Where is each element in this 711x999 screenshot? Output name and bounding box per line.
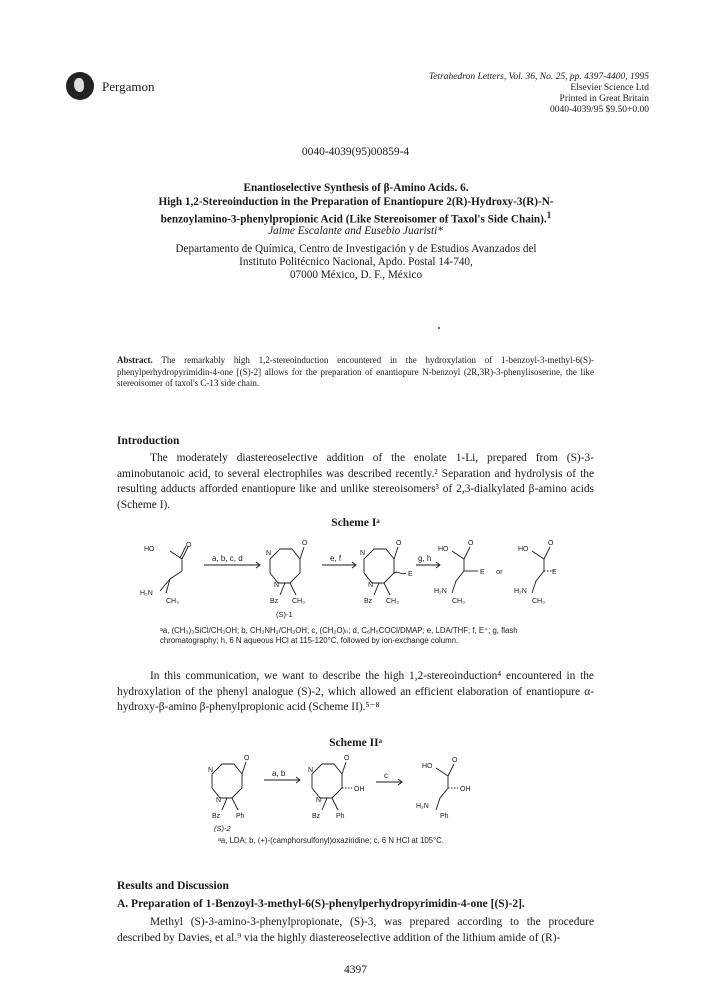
title-line-1: Enantioselective Synthesis of β-Amino Acids. 6. <box>243 182 469 194</box>
introduction-paragraph-2: In this communication, we want to describe the high 1,2-stereoinduction⁴ encountered in the hydroxylation of the phenyl analogue (S)-2, which allowed an efficient elaboration of enantiopure α-hydroxy-β-amino β-phenylpropionic acid (Scheme II).⁵⁻⁸ <box>117 670 594 713</box>
s1-o-1: O <box>186 542 192 549</box>
s2-ph-1: Ph <box>236 813 245 820</box>
results-heading: Results and Discussion <box>117 880 229 892</box>
scheme-1-title: Scheme Iᵃ <box>331 517 380 529</box>
affiliation <box>120 243 592 282</box>
abstract-label: Abstract. <box>117 355 153 365</box>
s1-ho-2: HO <box>438 546 449 553</box>
affiliation-line-3: 07000 México, D. F., México <box>289 269 423 281</box>
s1-arrow-1-label: a, b, c, d <box>212 554 243 563</box>
s1-compound-label: (S)-1 <box>276 610 293 619</box>
s1-h2n-3: H₂N <box>514 588 527 595</box>
s1-e-3: E <box>552 569 557 576</box>
s1-n-top: N <box>266 550 272 557</box>
s1-ho-3: HO <box>518 546 529 553</box>
authors: Jaime Escalante and Eusebio Juaristi* <box>268 225 443 237</box>
scheme-1-footnote: ᵃa, (CH₃)₃SiCl/CH₃OH; b, CH₃NH₂/CH₃OH; c, (CH₂O)ₙ; d, C₆H₅COCl/DMAP; e, LDA/THF; f, E⁺; g, flash chromatography; h, 6 N aqueous HCl at 115-120°C, followed by ion-exchange column. <box>160 626 518 645</box>
introduction-heading: Introduction <box>117 435 180 447</box>
s2-ho: HO <box>422 763 433 770</box>
s1-o-3: O <box>396 540 402 547</box>
title-line-3-text: benzoylamino-3-phenylpropionic Acid (Like Stereoisomer of Taxol's Side Chain). <box>160 213 547 226</box>
s1-o-2: O <box>302 540 308 547</box>
printed-line: Printed in Great Britain <box>559 94 649 104</box>
s1-bz-2: Bz <box>364 598 373 605</box>
s2-arrow-2-label: c <box>384 771 388 780</box>
journal-citation: Tetrahedron Letters, Vol. 36, No. 25, pp. 4397-4400, 1995 <box>428 72 649 82</box>
title-line-2: High 1,2-Stereoinduction in the Preparation of Enantiopure 2(R)-Hydroxy-3(R)-N- <box>158 196 554 208</box>
s2-n-top: N <box>208 767 214 774</box>
s2-bz-2: Bz <box>312 813 321 820</box>
s1-ch3-3: CH₃ <box>386 598 399 605</box>
s1-n-bottom-2: N <box>368 582 374 589</box>
issn-line: 0040-4039/95 $9.50+0.00 <box>549 105 649 115</box>
s1-ch3-2: CH₃ <box>292 598 305 605</box>
s1-o-4: O <box>468 540 474 547</box>
abstract-text: The remarkably high 1,2-stereoinduction encountered in the hydroxylation of 1-benzoyl-3-methyl-6(S)-phenylperhydropyrimidin-4-one [(S)-2] allows for the preparation of enantiopure N-benzoyl (2R,3R)-3-phenylisoserine, the like stereoisomer of taxol's C-13 side chain. <box>117 355 595 388</box>
s1-ho-1: HO <box>144 546 155 553</box>
s1-e-2: E <box>480 569 485 576</box>
s1-e-1: E <box>408 571 413 578</box>
s1-h2n-1: H₂N <box>140 590 153 597</box>
paper-title <box>90 181 622 227</box>
s1-h2n-2: H₂N <box>434 588 447 595</box>
s1-arrow-2-label: e, f <box>330 554 342 563</box>
s2-h2n: H₂N <box>416 803 429 810</box>
s1-arrow-3-label: g, h <box>418 554 432 563</box>
s2-oh-2: OH <box>460 786 471 793</box>
s1-o-5: O <box>548 540 554 547</box>
s1-or: or <box>496 567 503 576</box>
scheme-2-title: Scheme IIᵃ <box>329 737 382 749</box>
abstract <box>117 355 594 390</box>
results-paragraph: Methyl (S)-3-amino-3-phenylpropionate, (S)-3, was prepared according to the procedure described by Davies, et al.⁹ via the highly diastereoselective addition of the lithium amide of (R)- <box>117 916 594 944</box>
scheme-1-diagram <box>140 535 560 619</box>
s2-ph-3: Ph <box>440 813 449 820</box>
s2-bz-1: Bz <box>212 813 221 820</box>
affiliation-line-1: Departamento de Química, Centro de Investigación y de Estudios Avanzados del <box>175 243 537 255</box>
page-number: 4397 <box>344 964 367 976</box>
speck <box>438 327 440 329</box>
s2-n-top-2: N <box>308 767 314 774</box>
scheme-2-diagram <box>200 752 520 832</box>
s1-bz-1: Bz <box>270 598 279 605</box>
s1-n-top-2: N <box>360 550 366 557</box>
s1-ch3-5: CH₃ <box>532 598 545 605</box>
s1-ch3-4: CH₃ <box>452 598 465 605</box>
s1-ch3-1: CH₃ <box>166 598 179 605</box>
s1-n-bottom: N <box>274 582 280 589</box>
s2-n-bottom-2: N <box>316 797 322 804</box>
publisher-line: Elsevier Science Ltd <box>570 83 649 93</box>
s2-oh-1: OH <box>354 786 365 793</box>
doi: 0040-4039(95)00859-4 <box>301 146 410 158</box>
title-ref-mark: 1 <box>546 211 552 221</box>
s2-n-bottom: N <box>216 797 222 804</box>
s2-ph-2: Ph <box>336 813 345 820</box>
journal-info <box>429 72 649 116</box>
s2-compound-label: (S)-2 <box>214 824 231 832</box>
results-subheading: A. Preparation of 1-Benzoyl-3-methyl-6(S)-phenylperhydropyrimidin-4-one [(S)-2]. <box>117 898 525 910</box>
publisher-name: Pergamon <box>102 79 155 94</box>
s2-o-3: O <box>452 757 458 764</box>
affiliation-line-2: Instituto Politécnico Nacional, Apdo. Postal 14-740, <box>239 256 473 268</box>
s2-o-2: O <box>344 755 350 762</box>
s2-o-1: O <box>244 755 250 762</box>
scheme-2-footnote: ᵃa, LDA; b, (+)-(camphorsulfonyl)oxaziridine; c, 6 N HCl at 105°C. <box>218 836 444 845</box>
s2-arrow-1-label: a, b <box>272 769 286 778</box>
pergamon-logo <box>66 72 94 100</box>
introduction-paragraph-1: The moderately diastereoselective addition of the enolate 1-Li, prepared from (S)-3-aminobutanoic acid, to several electrophiles was described recently.² Separation and hydrolysis of the resulting adducts afforded enantiopure like and unlike stereoisomers³ of 2,3-dialkylated β-amino acids (Scheme I). <box>117 452 594 511</box>
